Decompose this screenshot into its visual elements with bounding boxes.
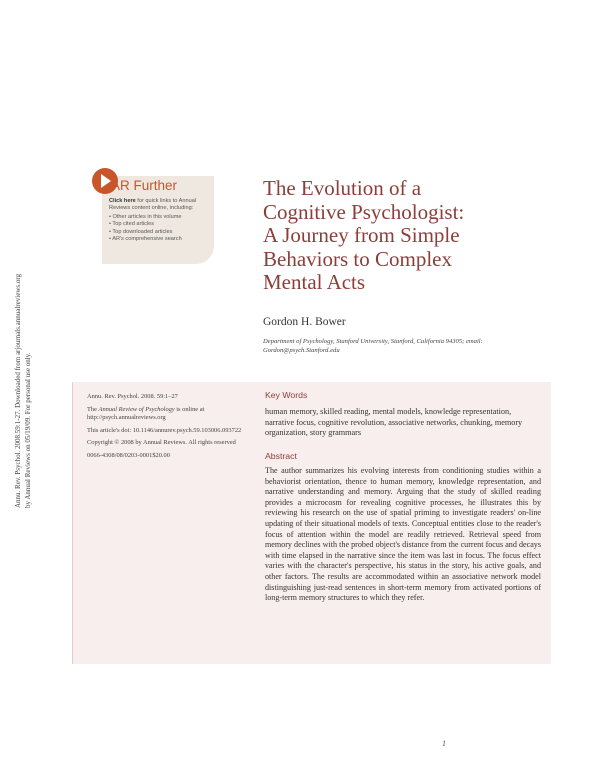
ar-further-box[interactable] [102, 176, 214, 264]
keywords-heading: Key Words [265, 390, 308, 400]
ar-further-item[interactable]: • Other articles in this volume [109, 214, 213, 221]
ar-further-item[interactable]: • Top cited articles [109, 221, 213, 228]
abstract-text: The author summarizes his evolving interests from conditioning studies within a behaviorist orientation, thence to human memory, knowledge representation, and narrative understanding and memory. Arguing that the study of skilled reading provides a microcosm for revealing cognitive processes, he illustrates this by reviewing his research on the use of spatial priming to investigate readers' on-line updating of their situational models of texts. Conceptual entities close to the reader's focus of attention within the model are readily retrieved. Retrieval speed from memory declines with the probed object's distance from the current focus and decays with time elapsed in the narrative since the item was last in focus. The focus effect varies with the character's perspective, his status in the story, his active goals, and other factors. The results are accommodated within an associative network model distinguishing just-read sentences in short-term memory from activated portions of long-term memory structures to which they refer. [265, 466, 541, 603]
doi: This article's doi: 10.1146/annurev.psych.59.103006.093722 [87, 426, 242, 434]
keywords-text: human memory, skilled reading, mental models, knowledge representation, narrative focus, cognitive revolution, associative networks, chunking, memory organization, story grammars [265, 407, 523, 438]
title-line: A Journey from Simple [263, 223, 460, 247]
online-note [87, 406, 247, 423]
citation: Annu. Rev. Psychol. 2008. 59:1–27 [87, 393, 178, 400]
author-name: Gordon H. Bower [263, 316, 346, 328]
issn: 0066-4308/08/0203-0001$20.00 [87, 451, 170, 459]
download-note-line-1: Annu. Rev. Psychol. 2008.59:1-27. Downloaded from arjournals.annualreviews.org [14, 273, 22, 508]
title-line: Mental Acts [263, 270, 366, 294]
page-number: 1 [442, 739, 446, 748]
click-here-link[interactable]: Click here [109, 198, 136, 204]
journal-name: Annual Review of Psychology [98, 405, 175, 413]
abstract-heading: Abstract [265, 451, 297, 461]
ar-further-title: AR Further [111, 178, 178, 193]
author-affiliation: Department of Psychology, Stanford University, Stanford, California 94305; email: Gordon@psych.Stanford.edu [263, 338, 483, 354]
title-line: Behaviors to Complex [263, 246, 452, 271]
ar-further-item[interactable]: • Top downloaded articles [109, 229, 213, 236]
publication-info [87, 393, 247, 465]
title-line: The Evolution of a [263, 176, 422, 200]
download-note [14, 248, 54, 508]
title-line: Cognitive Psychologist: [263, 199, 465, 224]
ar-further-description: for quick links to Annual Reviews content online, including: [109, 198, 197, 212]
online-prefix: The [87, 405, 99, 413]
ar-further-item[interactable]: • AR's comprehensive search [109, 236, 213, 243]
online-suffix: is online at http://psych.annualreviews.org [87, 405, 205, 422]
ar-further-list [109, 214, 213, 244]
download-note-line-2: by Annual Reviews on 05/19/09. For personal use only. [24, 352, 32, 508]
article-title [263, 177, 523, 295]
ar-further-text [109, 198, 213, 243]
copyright: Copyright © 2008 by Annual Reviews. All rights reserved [87, 439, 236, 447]
